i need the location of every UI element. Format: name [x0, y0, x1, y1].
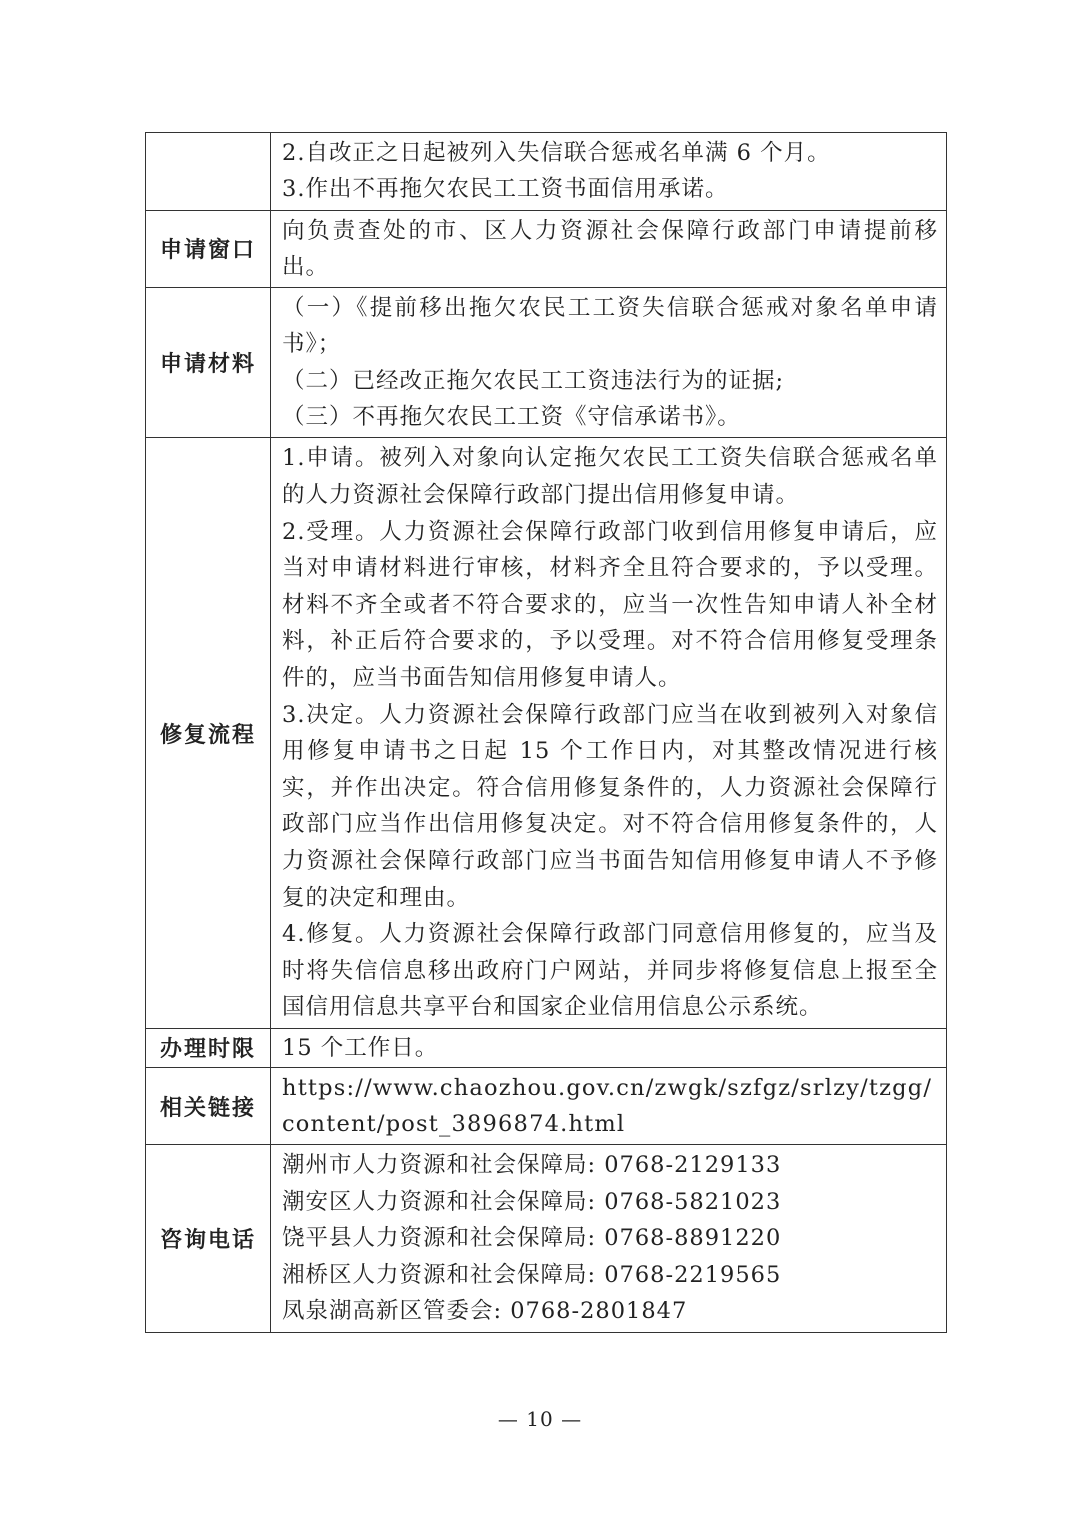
material-item: （二）已经改正拖欠农民工工资违法行为的证据;: [282, 367, 785, 394]
contact-line: 湘桥区人力资源和社会保障局: 0768-2219565: [282, 1261, 782, 1288]
time-limit-row: [146, 1028, 947, 1067]
window-label: 申请窗口: [146, 210, 271, 288]
process-step: 4.修复。人力资源社会保障行政部门同意信用修复的，应当及时将失信信息移出政府门户网站，并同步将修复信息上报至全国信用信息共享平台和国家企业信用信息公示系统。: [282, 921, 938, 1021]
condition-line: 3.作出不再拖欠农民工工资书面信用承诺。: [282, 176, 729, 203]
contact-line: 饶平县人力资源和社会保障局: 0768-8891220: [282, 1225, 782, 1252]
process-row: [146, 438, 947, 1029]
window-row: [146, 210, 947, 288]
materials-label: 申请材料: [146, 288, 271, 438]
link-label: 相关链接: [146, 1067, 271, 1145]
process-content: [271, 438, 947, 1029]
conditions-label: [146, 133, 271, 211]
process-step: 3.决定。人力资源社会保障行政部门应当在收到被列入对象信用修复申请书之日起 15 个工作日内，对其整改情况进行核实，并作出决定。符合信用修复条件的，人力资源社会保障行政部门应当作出信用修复决定。对不符合信用修复条件的，人力资源社会保障行政部门应当书面告知信用修复申请人不予修复的决定和理由。: [282, 701, 938, 911]
link-content: [271, 1067, 947, 1145]
process-step: 1.申请。被列入对象向认定拖欠农民工工资失信联合惩戒名单的人力资源社会保障行政部门提出信用修复申请。: [282, 445, 938, 508]
materials-row: [146, 288, 947, 438]
window-content: 向负责查处的市、区人力资源社会保障行政部门申请提前移出。: [271, 210, 947, 288]
time-limit-label: 办理时限: [146, 1028, 271, 1067]
link-row: [146, 1067, 947, 1145]
contact-row: [146, 1145, 947, 1333]
material-item: （一）《提前移出拖欠农民工工资失信联合惩戒对象名单申请书》；: [282, 295, 938, 358]
material-item: （三）不再拖欠农民工工资《守信承诺书》。: [282, 404, 741, 431]
conditions-content: [271, 133, 947, 211]
conditions-row: [146, 133, 947, 211]
process-label: 修复流程: [146, 438, 271, 1029]
process-step: 2.受理。人力资源社会保障行政部门收到信用修复申请后，应当对申请材料进行审核，材料齐全且符合要求的，予以受理。材料不齐全或者不符合要求的，应当一次性告知申请人补全材料，补正后符合要求的，予以受理。对不符合信用修复受理条件的，应当书面告知信用修复申请人。: [282, 518, 938, 691]
contact-line: 凤泉湖高新区管委会: 0768-2801847: [282, 1298, 688, 1325]
materials-content: [271, 288, 947, 438]
time-limit-content: 15 个工作日。: [271, 1028, 947, 1067]
contact-line: 潮州市人力资源和社会保障局: 0768-2129133: [282, 1152, 782, 1179]
contact-line: 潮安区人力资源和社会保障局: 0768-5821023: [282, 1188, 782, 1215]
contact-content: [271, 1145, 947, 1333]
condition-line: 2.自改正之日起被列入失信联合惩戒名单满 6 个月。: [282, 140, 831, 166]
page-number: — 10 —: [497, 1407, 583, 1431]
related-link[interactable]: https://www.chaozhou.gov.cn/zwgk/szfgz/srlzy/tzgg/content/post_3896874.html: [282, 1074, 933, 1138]
info-table: [145, 132, 947, 1333]
contact-label: 咨询电话: [146, 1145, 271, 1333]
